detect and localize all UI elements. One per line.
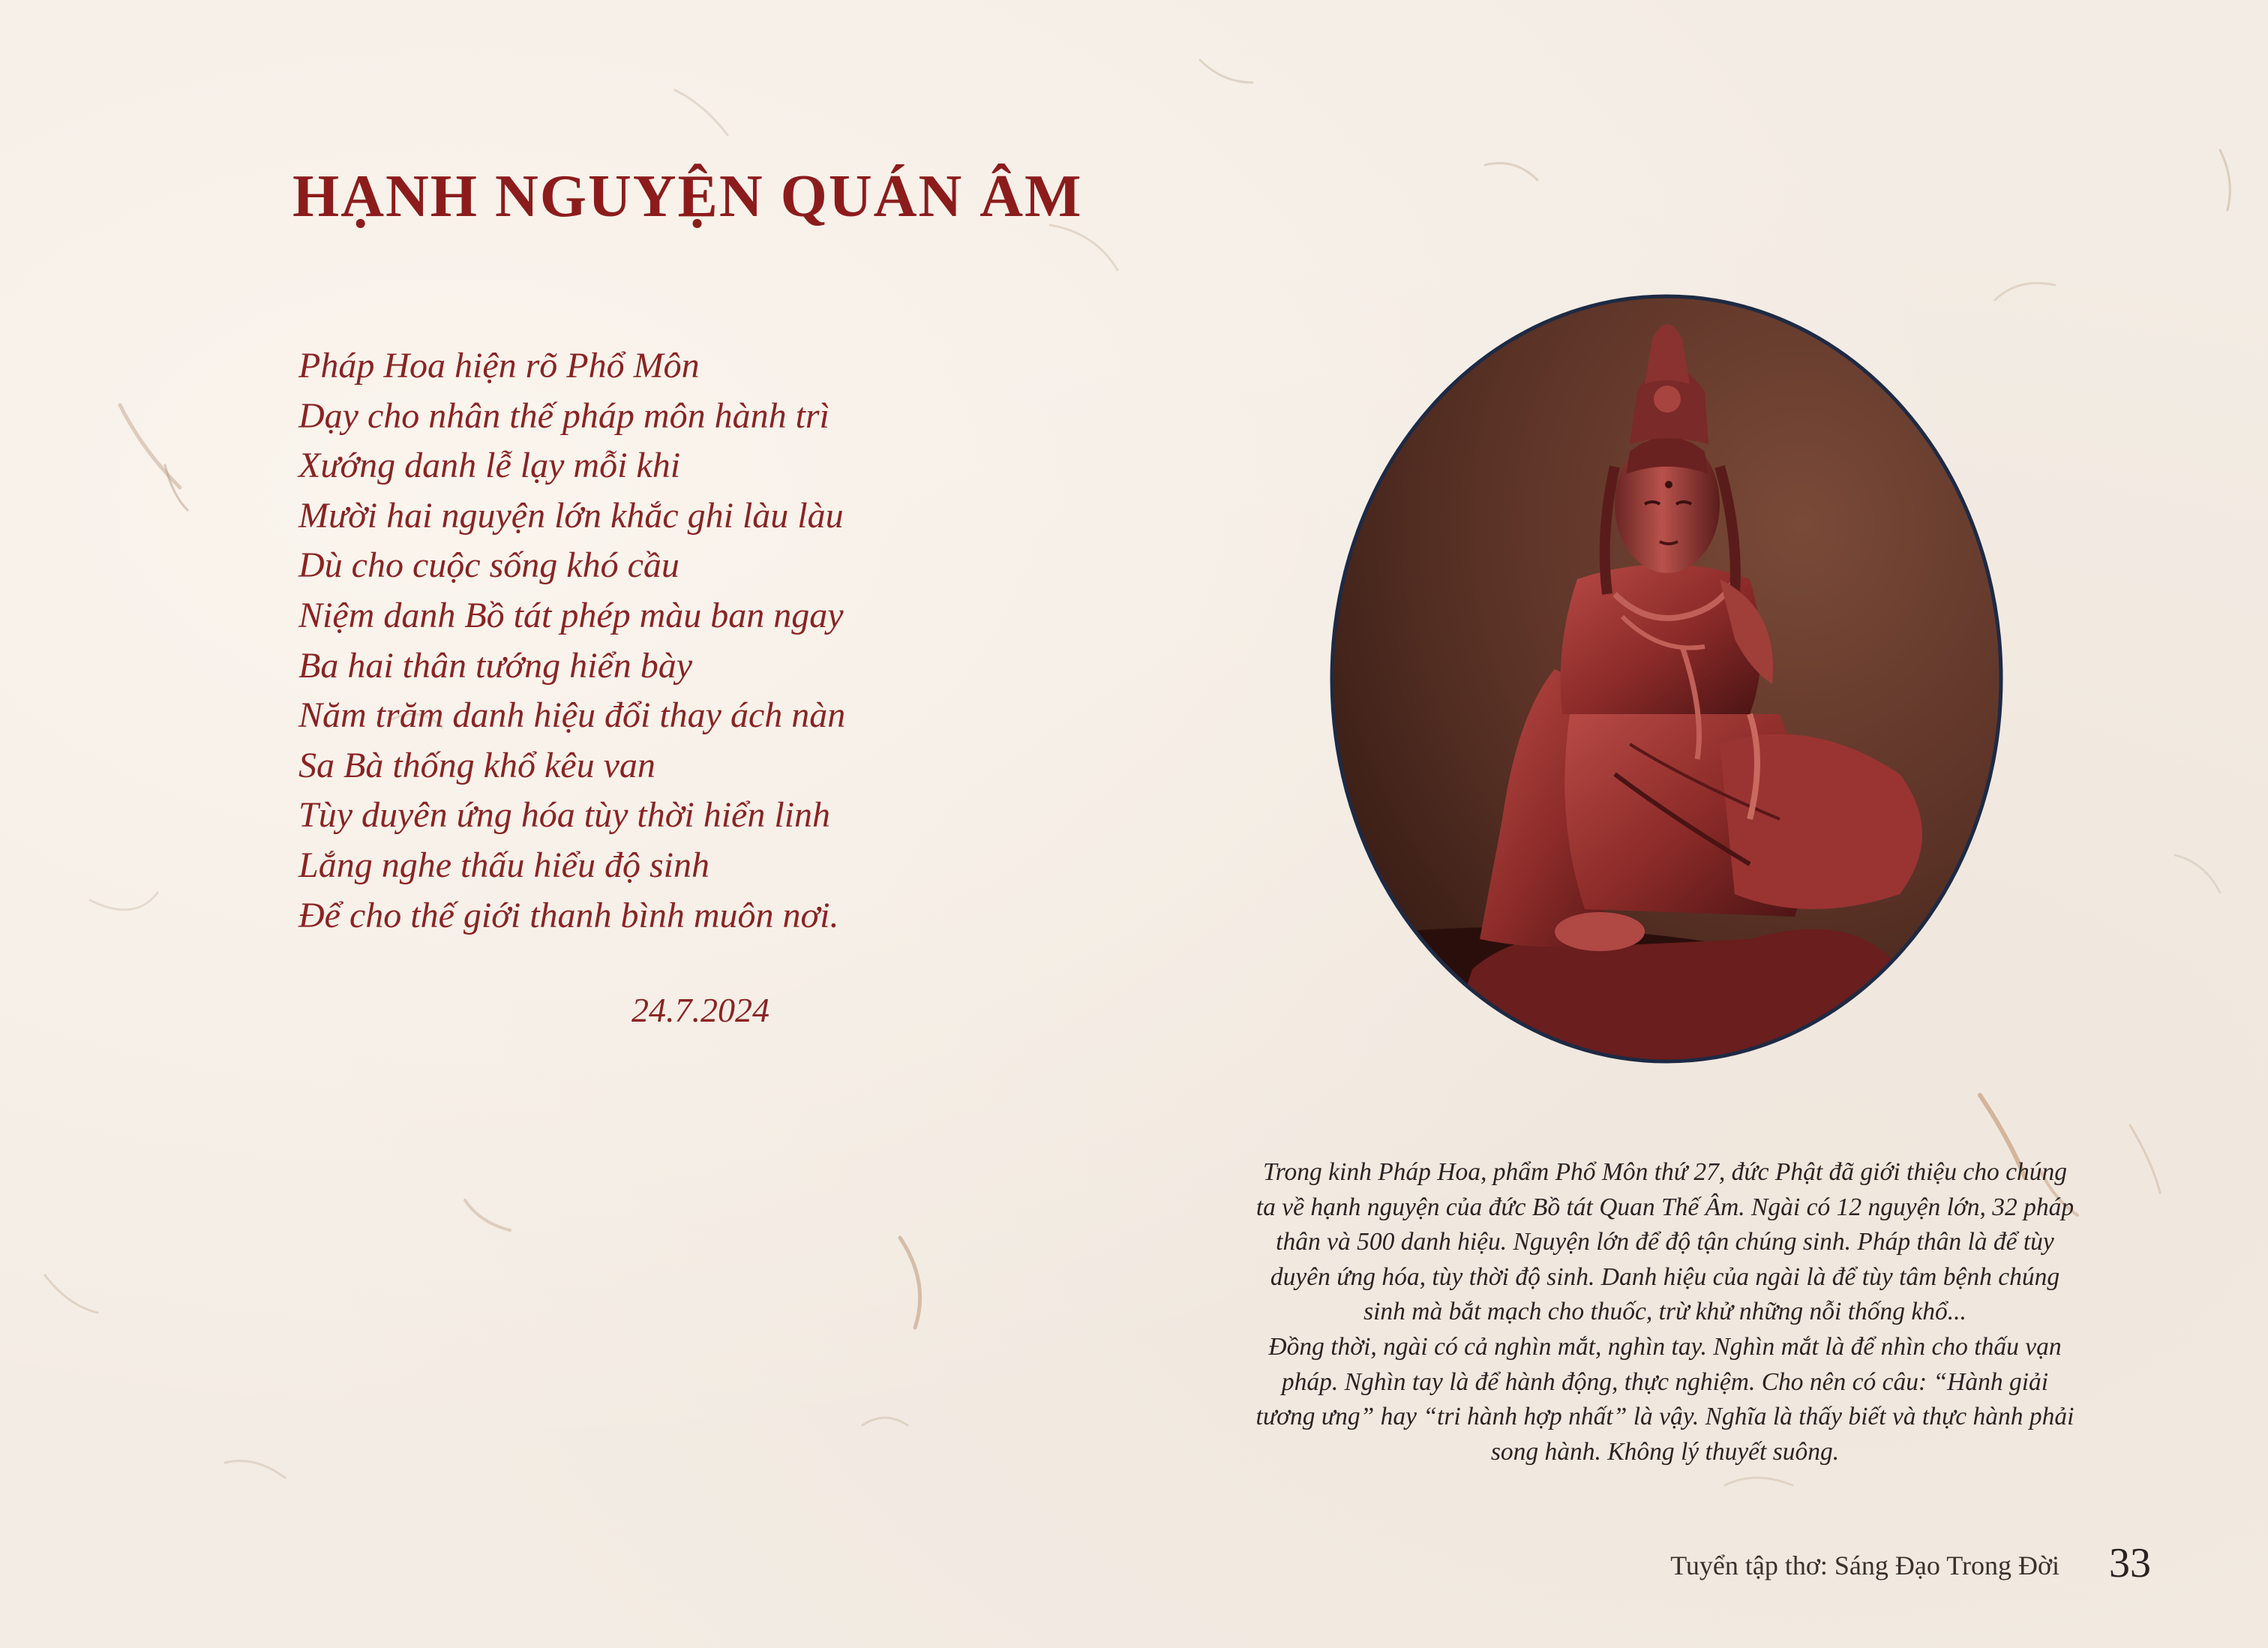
poem-line: Để cho thế giới thanh bình muôn nơi. <box>298 895 839 935</box>
poem-line: Mười hai nguyện lớn khắc ghi làu làu <box>298 495 844 536</box>
caption-line: tương ưng” hay “tri hành hợp nhất” là vậy. Nghĩa là thấy biết và thực hành phải <box>1256 1403 2074 1431</box>
page-number: 33 <box>2109 1540 2151 1586</box>
poem-line: Xướng danh lễ lạy mỗi khi <box>298 446 681 486</box>
poem-line: Sa Bà thống khổ kêu van <box>298 745 656 785</box>
poem-date: 24.7.2024 <box>632 991 770 1029</box>
caption-line: song hành. Không lý thuyết suông. <box>1490 1437 1840 1466</box>
footer-book-title: Tuyển tập thơ: Sáng Đạo Trong Đời <box>1670 1550 2060 1580</box>
poem-line: Ba hai thân tướng hiển bày <box>298 645 693 686</box>
caption-line: duyên ứng hóa, tùy thời độ sinh. Danh hiệu của ngài là để tùy tâm bệnh chúng <box>1270 1262 2060 1291</box>
caption-line: sinh mà bắt mạch cho thuốc, trừ khử những nỗi thống khổ... <box>1364 1298 1966 1326</box>
poem-line: Pháp Hoa hiện rõ Phổ Môn <box>298 346 700 386</box>
caption-line: thân và 500 danh hiệu. Nguyện lớn để độ tận chúng sinh. Pháp thân là để tùy <box>1276 1228 2054 1256</box>
caption-line: Trong kinh Pháp Hoa, phẩm Phổ Môn thứ 27, đức Phật đã giới thiệu cho chúng <box>1262 1158 2068 1186</box>
poem-line: Dạy cho nhân thế pháp môn hành trì <box>298 395 830 436</box>
page-title: HẠNH NGUYỆN QUÁN ÂM <box>292 164 1083 230</box>
poem-line: Dù cho cuộc sống khó cầu <box>298 545 680 586</box>
poem-line: Tùy duyên ứng hóa tùy thời hiển linh <box>298 795 831 836</box>
caption-text <box>1230 1155 2100 1469</box>
poem-line: Niệm danh Bồ tát phép màu ban ngay <box>298 595 844 635</box>
poem-line: Lắng nghe thấu hiểu độ sinh <box>298 845 710 885</box>
poem <box>298 341 845 941</box>
caption-line: ta về hạnh nguyện của đức Bồ tát Quan Thế Âm. Ngài có 12 nguyện lớn, 32 pháp <box>1256 1193 2074 1221</box>
statue-portrait <box>1330 294 2003 1064</box>
caption-line: pháp. Nghìn tay là để hành động, thực nghiệm. Cho nên có câu: “Hành giải <box>1281 1367 2049 1396</box>
poem-line: Năm trăm danh hiệu đổi thay ách nàn <box>298 695 846 736</box>
caption-line: Đồng thời, ngài có cả nghìn mắt, nghìn tay. Nghìn mắt là để nhìn cho thấu vạn <box>1268 1332 2062 1361</box>
